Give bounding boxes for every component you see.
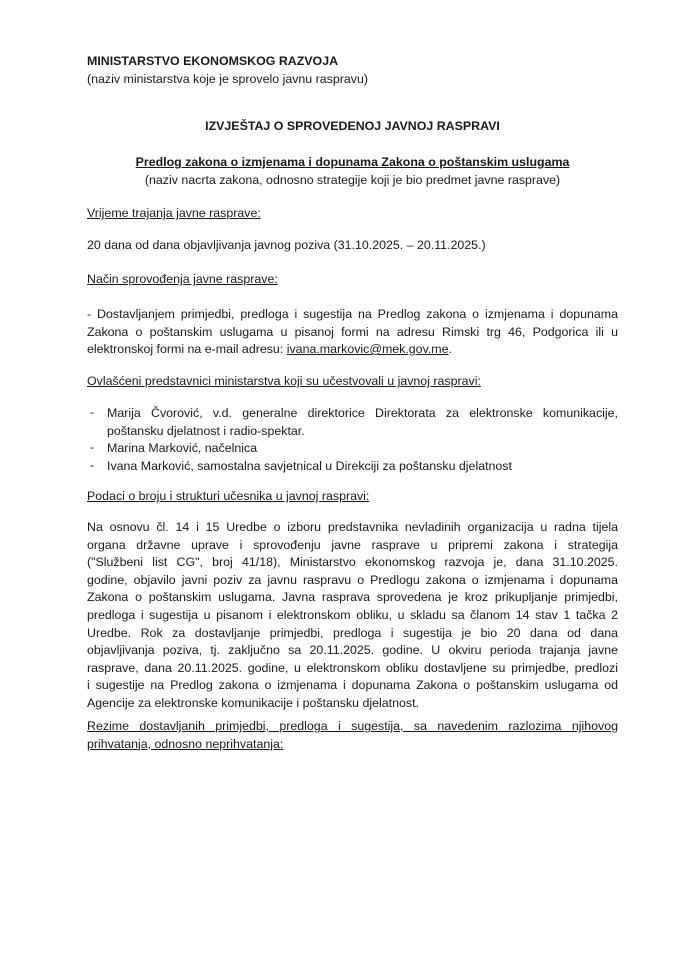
method-heading xyxy=(87,271,618,289)
list-item: - Marina Marković, načelnica xyxy=(87,440,618,458)
draft-name: Predlog zakona o izmjenama i dopunama Zakona o poštanskim uslugama xyxy=(135,155,570,169)
representatives-list xyxy=(87,405,618,475)
report-title: IZVJEŠTAJ O SPROVEDENOJ JAVNOJ RASPRAVI xyxy=(205,119,500,133)
method-line: elektronskoj formi na e-mail adresu: xyxy=(87,342,284,357)
paragraph-line: rasprave, dana 20.11.2025. godine, u elektronskom obliku dostavljene su primjedbe, predlozi xyxy=(87,660,618,675)
draft-block xyxy=(87,154,618,189)
method-line: - Dostavljanjem primjedbi, predloga i sugestija na Predlog zakona o izmjenama i dopunama xyxy=(87,307,618,321)
paragraph-line: objavljivanja poziva, tj. zaključno sa 20.11.2025. godine. U okviru perioda trajanja javne xyxy=(87,643,618,658)
ministry-header xyxy=(87,53,618,88)
participants-heading-text: Podaci o broju i strukturi učesnika u javnoj raspravi: xyxy=(87,489,370,503)
method-heading-text: Način sprovođenja javne rasprave: xyxy=(87,272,278,286)
draft-note: (naziv nacrta zakona, odnosno strategije koji je bio predmet javne rasprave) xyxy=(144,172,561,187)
email-link[interactable]: ivana.markovic@mek.gov.me xyxy=(286,342,449,357)
summary-heading xyxy=(87,718,618,753)
method-line: Zakona o poštanskim uslugama u pisanoj formi na adresu Rimski trg 46, Podgorica ili u xyxy=(87,324,618,339)
paragraph-line: Uredbe. Rok za dostavljanje primjedbi, predloga i sugestija je bio 20 dana od dana xyxy=(87,625,618,640)
participants-paragraph xyxy=(87,519,618,713)
paragraph-line: organa državne uprave i sprovođenju javne rasprave u pripremi zakona i strategija xyxy=(87,537,618,552)
paragraph-line: ("Službeni list CG", broj 41/18), Ministarstvo ekonomskog razvoja je, dana 31.10.2025. xyxy=(87,555,618,570)
duration-text xyxy=(87,237,618,255)
duration-heading xyxy=(87,205,618,223)
summary-heading-line: prihvatanja, odnosno neprihvatanja: xyxy=(87,736,284,751)
duration-value: 20 dana od dana objavljivanja javnog poziva (31.10.2025. – 20.11.2025.) xyxy=(87,238,486,252)
paragraph-line: godine, objavilo javni poziv za javnu raspravu o Predlogu zakona o izmjenama i dopunama xyxy=(87,572,618,587)
duration-heading-text: Vrijeme trajanja javne rasprave: xyxy=(87,206,261,220)
summary-heading-line: Rezime dostavljanih primjedbi, predloga i sugestija, sa navedenim razlozima njihovog xyxy=(87,719,618,733)
paragraph-line: predloga i sugestija u pisanom i elektronskom obliku, u skladu sa članom 14 stav 1 tačka 2 xyxy=(87,607,618,622)
list-item: - Marija Čvorović, v.d. generalne direktorice Direktorata za elektronske komunikacije, poštansku djelatnost i radio-spektar. xyxy=(87,405,618,440)
list-item: - Ivana Marković, samostalna savjetnical u Direkciji za poštansku djelatnost xyxy=(87,458,618,476)
paragraph-line: Agencije za elektronske komunikacije i poštansku djelatnost. xyxy=(87,695,419,710)
representative-text: Ivana Marković, samostalna savjetnical u Direkciji za poštansku djelatnost xyxy=(107,458,512,473)
paragraph-line: Zakona o poštanskim uslugama. Javna rasprava sprovedena je kroz prikupljanje primjedbi, xyxy=(87,590,618,605)
paragraph-line: i sugestije na Predlog zakona o izmjenama i dopunama Zakona o poštanskim uslugama od xyxy=(87,678,618,693)
representatives-heading-text: Ovlašćeni predstavnici ministarstva koji su učestvovali u javnoj raspravi: xyxy=(87,374,481,388)
representative-text: Marija Čvorović, v.d. generalne direktorice Direktorata za elektronske komunikacije, xyxy=(107,406,618,420)
participants-heading xyxy=(87,488,618,506)
representative-text: Marina Marković, načelnica xyxy=(107,441,258,456)
representative-text: poštansku djelatnost i radio-spektar. xyxy=(107,423,305,438)
ministry-note: (naziv ministarstva koje je sprovelo javnu raspravu) xyxy=(87,71,368,86)
method-text: - Dostavljanjem primjedbi, predloga i sugestija na Predlog zakona o izmjenama i dopunama Zakona o poštanskim uslugama u pisanoj formi na adresu Rimski trg 46, Podgorica ili u elektronskoj formi na e-mail adresu: ivana.markovic@mek.gov.me. xyxy=(87,307,618,357)
ministry-name: MINISTARSTVO EKONOMSKOG RAZVOJA xyxy=(87,54,339,68)
paragraph-line: Na osnovu čl. 14 i 15 Uredbe o izboru predstavnika nevladinih organizacija u radna tijela xyxy=(87,520,618,534)
representatives-heading xyxy=(87,373,618,391)
